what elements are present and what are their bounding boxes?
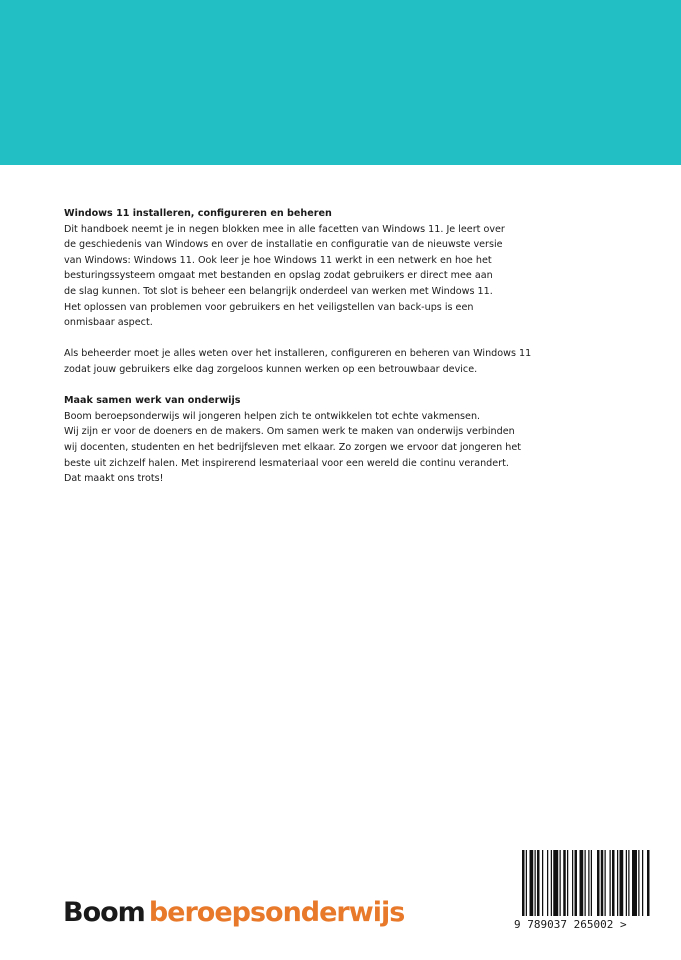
logo-boom: Boom bbox=[63, 897, 145, 928]
admin-paragraph bbox=[64, 346, 554, 377]
text-line: van Windows: Windows 11. Ook leer je hoe Windows 11 werkt in een netwerk en hoe het bbox=[64, 254, 492, 266]
text-line: onmisbaar aspect. bbox=[64, 317, 153, 329]
publisher-logo bbox=[63, 897, 404, 928]
text-line: Als beheerder moet je alles weten over het installeren, configureren en beheren van Windows 11 bbox=[64, 348, 532, 360]
text-line: besturingssysteem omgaat met bestanden en opslag zodat gebruikers er direct mee aan bbox=[64, 270, 493, 282]
text-line: de slag kunnen. Tot slot is beheer een belangrijk onderdeel van werken met Windows 11. bbox=[64, 285, 493, 297]
text-line: Het oplossen van problemen voor gebruikers en het veiligstellen van back-ups is een bbox=[64, 301, 474, 313]
barcode-bar bbox=[572, 850, 573, 916]
barcode-bar bbox=[612, 850, 615, 916]
barcode-bar bbox=[537, 850, 540, 916]
barcode-bar bbox=[551, 850, 552, 916]
barcode-bar bbox=[575, 850, 578, 916]
barcode-bar bbox=[610, 850, 611, 916]
text-line: zodat jouw gebruikers elke dag zorgeloos kunnen werken op een betrouwbaar device. bbox=[64, 363, 478, 375]
barcode-bar bbox=[617, 850, 618, 916]
barcode-bar bbox=[628, 850, 629, 916]
isbn-number: 9 789037 265002 > bbox=[514, 918, 627, 931]
barcode-bar bbox=[588, 850, 589, 916]
barcode-bar bbox=[585, 850, 586, 916]
barcode-bar bbox=[626, 850, 627, 916]
barcode-bar bbox=[647, 850, 650, 916]
barcode-bar bbox=[632, 850, 637, 916]
barcode-bar bbox=[601, 850, 604, 916]
intro-paragraph bbox=[64, 222, 554, 331]
text-line: de geschiedenis van Windows en over de installatie en configuratie van de nieuwste versie bbox=[64, 239, 503, 251]
barcode-bar bbox=[580, 850, 584, 916]
text-line: Wij zijn er voor de doeners en de makers. Om samen werk te maken van onderwijs verbinden bbox=[64, 426, 515, 438]
barcode-bar bbox=[638, 850, 639, 916]
barcode-bar bbox=[620, 850, 624, 916]
barcode-bar bbox=[605, 850, 606, 916]
back-cover-text bbox=[64, 206, 554, 487]
barcode-bar bbox=[526, 850, 527, 916]
text-line: Dat maakt ons trots! bbox=[64, 473, 164, 485]
barcode-bar bbox=[591, 850, 592, 916]
barcode-bar bbox=[642, 850, 643, 916]
text-line: Dit handboek neemt je in negen blokken mee in alle facetten van Windows 11. Je leert over bbox=[64, 223, 505, 235]
text-line: beste uit zichzelf halen. Met inspirerend lesmateriaal voor een wereld die continu verandert. bbox=[64, 457, 509, 469]
section-heading-onderwijs: Maak samen werk van onderwijs bbox=[64, 395, 241, 407]
section-heading-windows: Windows 11 installeren, configureren en beheren bbox=[64, 208, 332, 219]
barcode-bar bbox=[535, 850, 536, 916]
barcode-bar bbox=[567, 850, 568, 916]
barcode-bar bbox=[542, 850, 543, 916]
logo-beroepsonderwijs: beroepsonderwijs bbox=[148, 897, 405, 928]
text-line: Boom beroepsonderwijs wil jongeren helpen zich te ontwikkelen tot echte vakmensen. bbox=[64, 410, 481, 422]
barcode-bar bbox=[563, 850, 566, 916]
barcode-bar bbox=[522, 850, 525, 916]
barcode-bar bbox=[530, 850, 534, 916]
barcode-bar bbox=[597, 850, 600, 916]
publisher-paragraph bbox=[64, 409, 554, 487]
header-color-band bbox=[0, 0, 681, 165]
barcode-bar bbox=[547, 850, 548, 916]
barcode-bar bbox=[560, 850, 561, 916]
barcode-bar bbox=[553, 850, 558, 916]
barcode-bars bbox=[508, 848, 658, 918]
isbn-barcode bbox=[508, 848, 658, 934]
text-line: wij docenten, studenten en het bedrijfsleven met elkaar. Zo zorgen we ervoor dat jongeren het bbox=[64, 441, 522, 453]
